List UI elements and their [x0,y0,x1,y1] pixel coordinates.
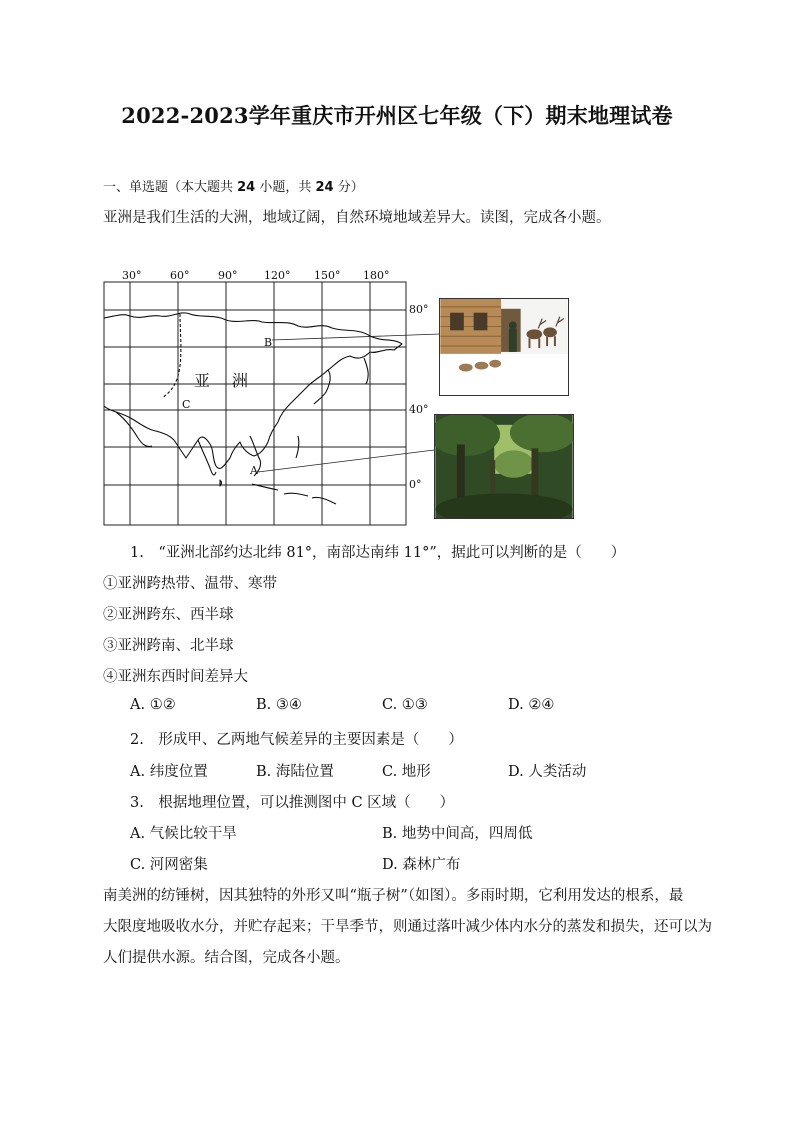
lon-label-90: 90° [218,269,238,282]
sled-dog [475,362,489,370]
intro-paragraph-bottle-tree-line-2: 大限度地吸收水分，并贮存起来；干旱季节，则通过落叶减少体内水分的蒸发和损失，还可以为 [103,919,712,935]
person-head [509,322,517,330]
question-2-option-d[interactable]: D. 人类活动 [508,764,587,780]
point-label-a: A [250,464,258,477]
asia-map [102,258,442,530]
intro-paragraph-bottle-tree-line-3: 人们提供水源。结合图，完成各小题。 [103,950,350,966]
tropical-rainforest-photo [434,414,574,519]
question-3-option-b[interactable]: B. 地势中间高，四周低 [382,826,533,842]
continent-label-ya: 亚 [194,371,211,390]
question-1-option-c[interactable]: C. ①③ [382,697,428,713]
question-3-stem: 3. 根据地理位置，可以推测图中 C 区域（ ） [130,795,455,811]
sri-lanka [220,480,222,486]
leader-line-b [272,334,440,340]
house-window [474,313,488,331]
reindeer-body [543,327,557,337]
house-window [450,313,464,331]
question-1-item-4: ④亚洲东西时间差异大 [103,669,248,685]
question-1-stem: 1. “亚洲北部约达北纬 81°，南部达南纬 11°”，据此可以判断的是（ ） [130,545,626,561]
sled-dog [459,364,473,372]
lat-label-0: 0° [409,478,422,491]
kamchatka [364,358,368,384]
question-1-option-b[interactable]: B. ③④ [256,697,302,713]
question-2-option-c[interactable]: C. 地形 [382,764,431,780]
asia-coastline [104,313,402,469]
question-2-stem: 2. 形成甲、乙两地气候差异的主要因素是（ ） [130,732,463,748]
question-3-option-c[interactable]: C. 河网密集 [130,857,208,873]
snow-reindeer-sledge-photo [439,298,569,396]
question-2-option-a[interactable]: A. 纬度位置 [130,764,208,780]
person-figure [509,328,517,352]
question-1-item-2: ②亚洲跨东、西半球 [103,607,234,623]
question-2-option-b[interactable]: B. 海陆位置 [256,764,334,780]
reindeer-leg [528,338,530,348]
leader-line-a [258,450,434,472]
page-title: 2022-2023学年重庆市开州区七年级（下）期末地理试卷 [121,103,673,128]
lat-label-40: 40° [409,403,429,416]
reindeer-leg [554,336,556,346]
wooden-house-wall [440,299,501,356]
lon-label-180: 180° [363,269,390,282]
question-1-option-a[interactable]: A. ①② [130,697,176,713]
question-1-item-3: ③亚洲跨南、北半球 [103,638,234,654]
indonesia-islands [252,484,336,504]
point-label-b: B [264,336,273,349]
intro-paragraph-asia: 亚洲是我们生活的大洲，地域辽阔，自然环境地域差异大。读图，完成各小题。 [103,210,611,226]
reindeer-leg [538,338,540,348]
question-3-option-d[interactable]: D. 森林广布 [382,857,461,873]
question-3-option-a[interactable]: A. 气候比较干旱 [130,826,237,842]
map-frame [104,282,406,525]
lon-label-60: 60° [170,269,190,282]
continent-label-zhou: 洲 [232,371,249,390]
lon-label-150: 150° [314,269,341,282]
lon-label-30: 30° [122,269,142,282]
section-heading: 一、单选题（本大题共 24 小题，共 24 分） [103,180,364,195]
intro-paragraph-bottle-tree-line-1: 南美洲的纺锤树，因其独特的外形又叫“瓶子树”（如图）。多雨时期，它利用发达的根系，最 [103,888,684,904]
question-1-item-1: ①亚洲跨热带、温带、寒带 [103,576,277,592]
lat-label-80: 80° [409,303,429,316]
question-1-option-d[interactable]: D. ②④ [508,697,555,713]
sled-dog [489,360,501,368]
reindeer-leg [546,336,548,346]
snow-ground [440,354,567,395]
arabian-coast [116,412,152,447]
point-label-c: C [182,398,191,411]
lon-label-120: 120° [264,269,291,282]
forest-canopy [494,450,533,477]
reindeer-body [527,329,543,339]
